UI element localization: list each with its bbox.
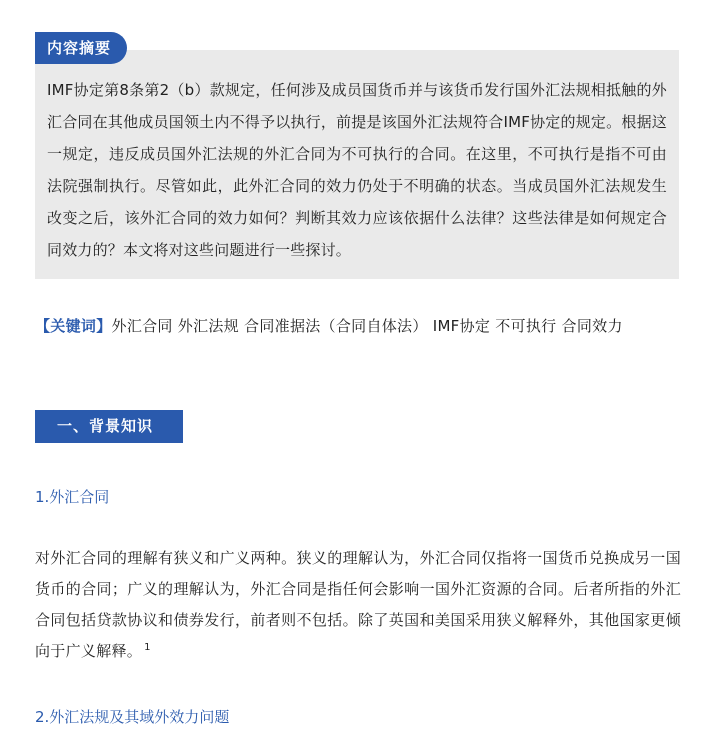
footnote-ref[interactable]: 1 xyxy=(144,642,151,653)
subheading-fx-regulations: 2.外汇法规及其域外效力问题 xyxy=(35,708,230,726)
keywords-text: 外汇合同 外汇法规 合同准据法（合同自体法） IMF协定 不可执行 合同效力 xyxy=(111,317,623,335)
body-paragraph xyxy=(35,543,681,667)
abstract-text: IMF协定第8条第2（b）款规定，任何涉及成员国货币并与该货币发行国外汇法规相抵触的外汇合同在其他成员国领土内不得予以执行，前提是该国外汇法规符合IMF协定的规定。根据这一规定，违反成员国外汇法规的外汇合同为不可执行的合同。在这里，不可执行是指不可由法院强制执行。尽管如此，此外汇合同的效力仍处于不明确的状态。当成员国外汇法规发生改变之后，该外汇合同的效力如何？判断其效力应该依据什么法律？这些法律是如何规定合同效力的？本文将对这些问题进行一些探讨。 xyxy=(47,81,667,259)
subheading-fx-contract: 1.外汇合同 xyxy=(35,488,110,506)
keywords xyxy=(35,310,681,342)
keywords-label: 【关键词】 xyxy=(35,317,112,335)
abstract-label: 内容摘要 xyxy=(35,32,127,64)
section-heading-background: 一、背景知识 xyxy=(35,410,183,443)
paragraph-text: 对外汇合同的理解有狭义和广义两种。狭义的理解认为，外汇合同仅指将一国货币兑换成另一国货币的合同；广义的理解认为，外汇合同是指任何会影响一国外汇资源的合同。后者所指的外汇合同包括贷款协议和债券发行，前者则不包括。除了英国和美国采用狭义解释外，其他国家更倾向于广义解释。 xyxy=(35,549,681,660)
abstract-box xyxy=(35,50,679,279)
